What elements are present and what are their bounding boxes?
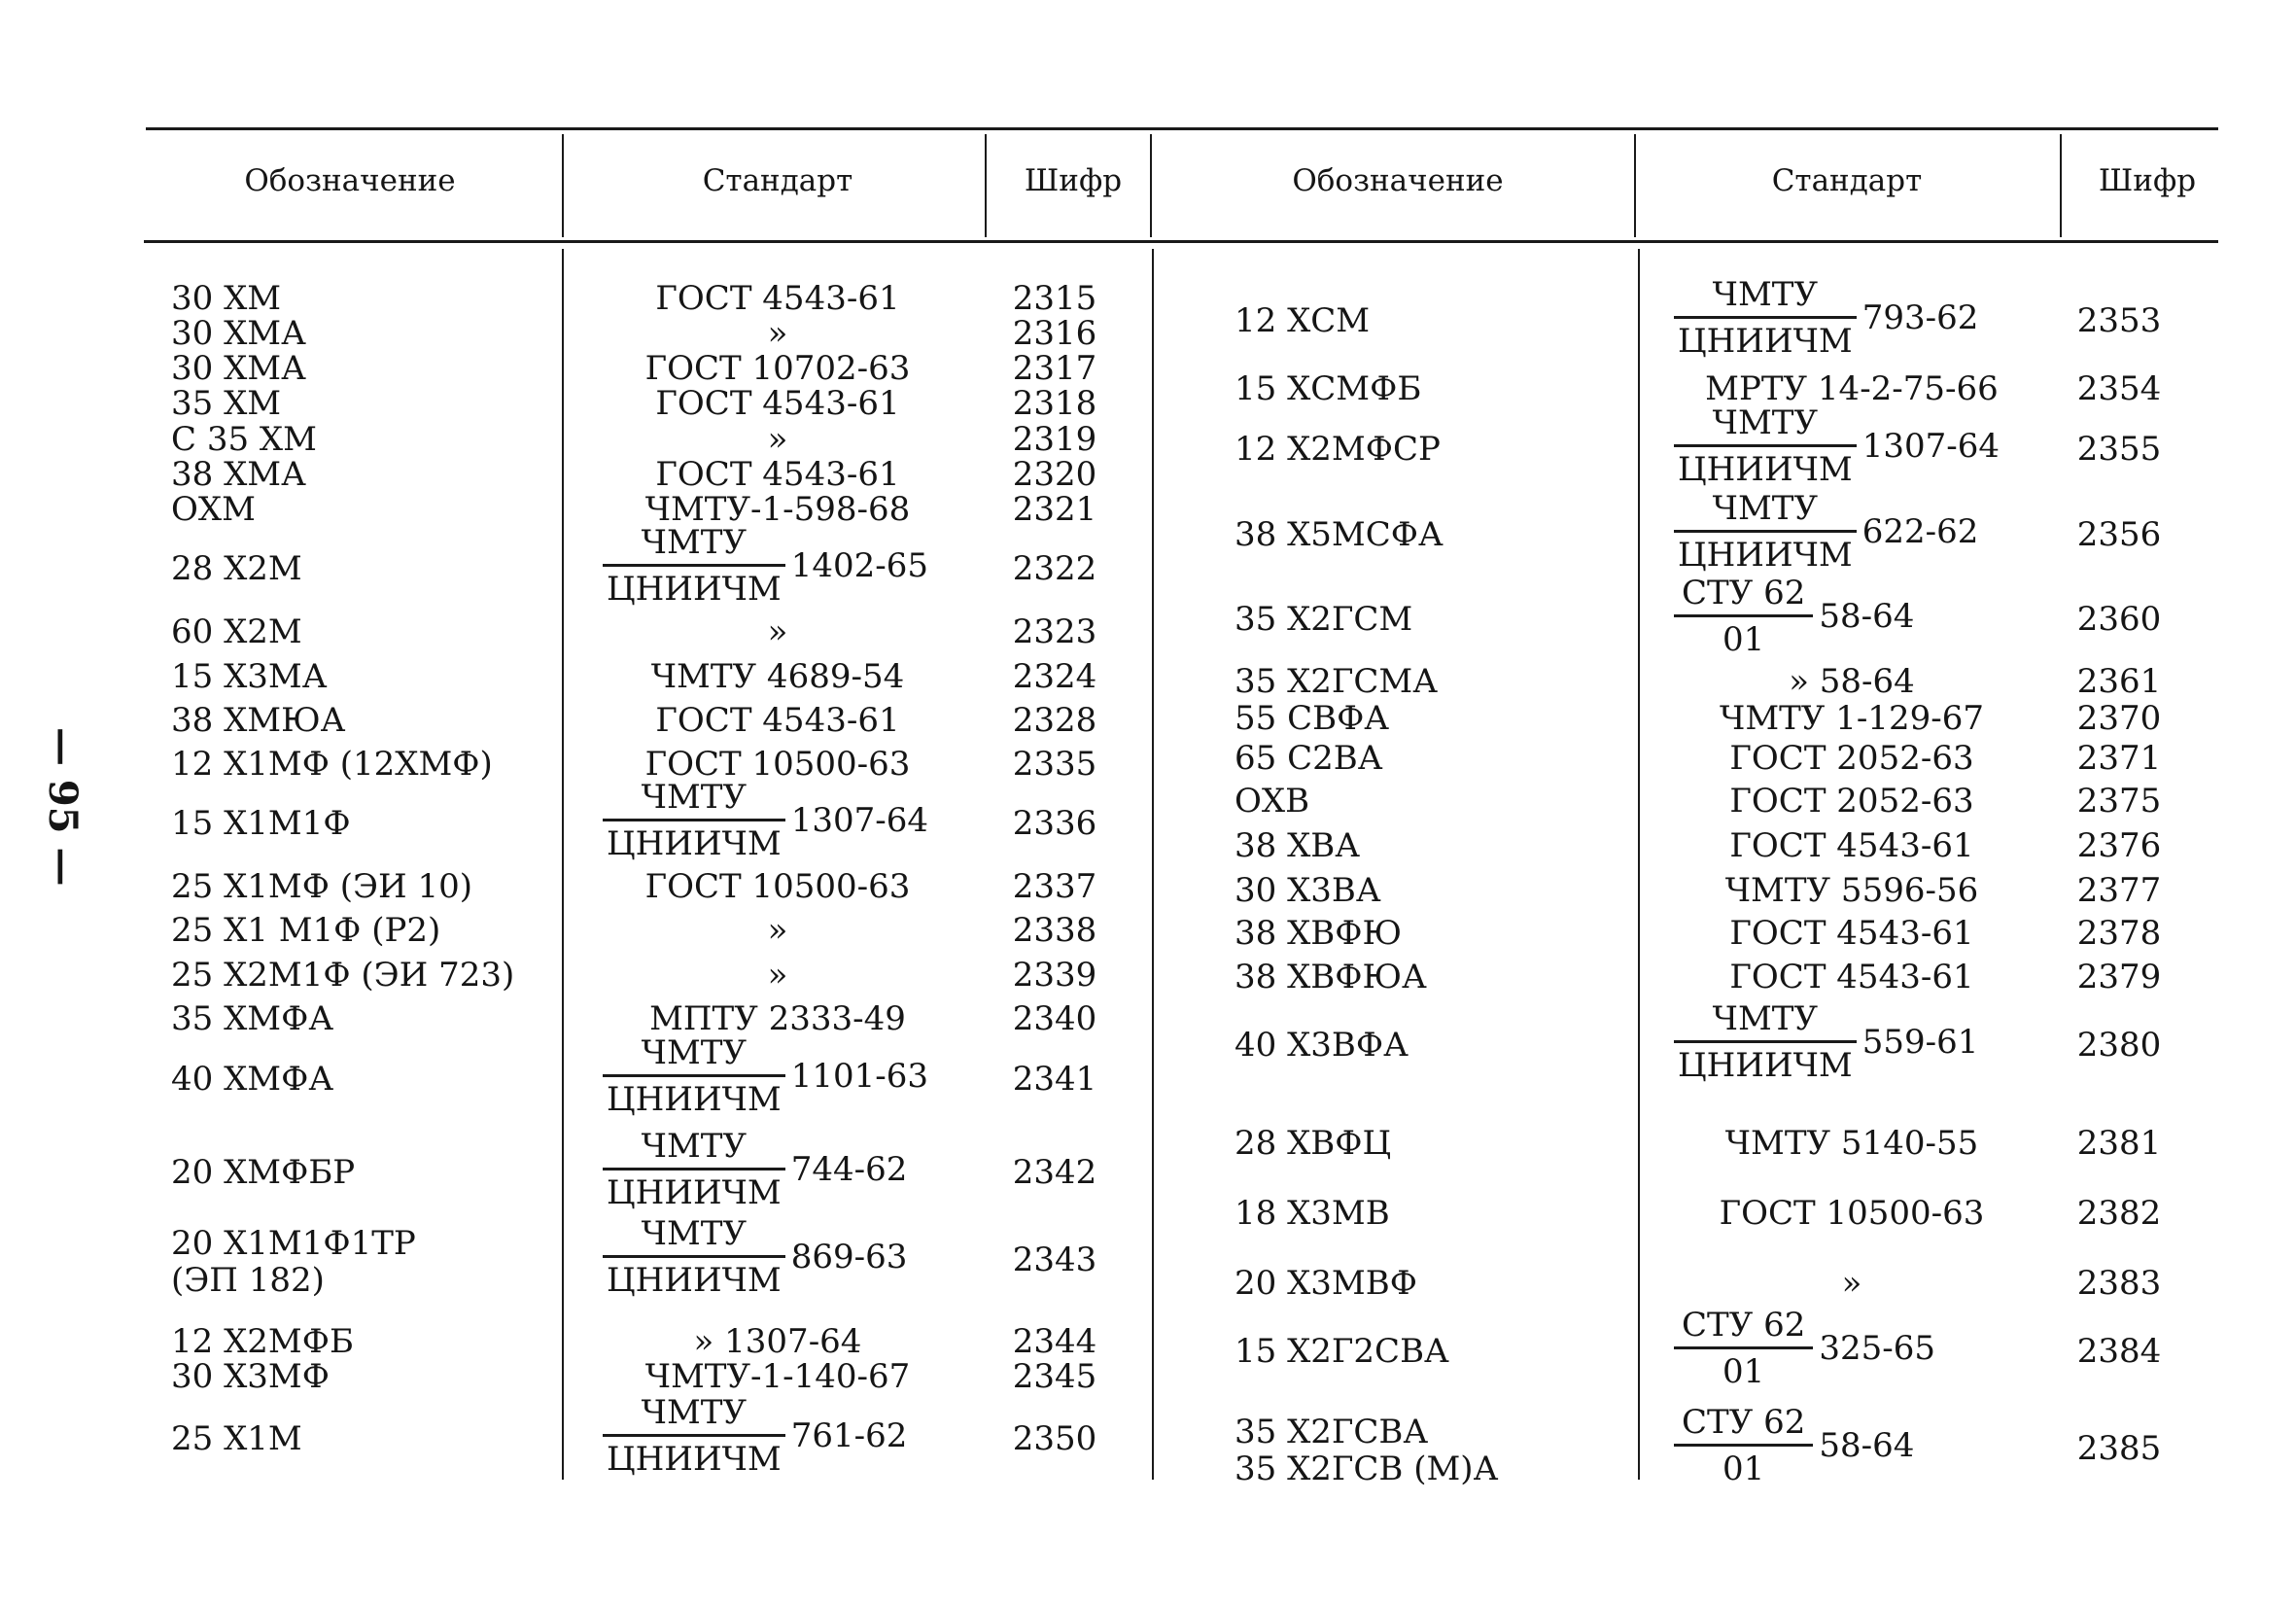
right-standard: ГОСТ 2052-63 xyxy=(1729,739,1974,778)
right-cipher: 2361 xyxy=(2076,662,2162,701)
right-standard-fraction xyxy=(1674,489,1979,575)
left-standard: ГОСТ 4543-61 xyxy=(655,701,900,740)
standard-number: 1101-63 xyxy=(790,1057,928,1096)
left-designation: С 35 ХМ xyxy=(171,420,317,459)
fraction-denominator: 01 xyxy=(1722,620,1765,659)
right-designation: 35 Х2ГСМА xyxy=(1235,662,1438,701)
fraction-denominator: ЦНИИЧМ xyxy=(1678,536,1853,575)
right-designation: 20 Х3МВФ xyxy=(1235,1264,1417,1303)
left-standard: ЧМТУ 4689-54 xyxy=(650,657,905,696)
header-bottom-rule xyxy=(144,240,2218,243)
right-cipher: 2376 xyxy=(2076,826,2162,865)
left-designation: 30 ХМА xyxy=(171,349,306,388)
left-designation: 25 Х1 М1Ф (Р2) xyxy=(171,911,441,950)
left-designation: 15 Х3МА xyxy=(171,657,328,696)
right-cipher: 2355 xyxy=(2076,430,2162,469)
fraction-denominator: ЦНИИЧМ xyxy=(607,570,782,609)
fraction-numerator: ЧМТУ xyxy=(1712,403,1819,442)
left-cipher: 2340 xyxy=(1012,999,1097,1038)
fraction xyxy=(603,1214,908,1300)
standard-number: 559-61 xyxy=(1861,1023,1979,1062)
left-designation: 15 Х1М1Ф xyxy=(171,804,351,843)
left-cipher: 2344 xyxy=(1012,1322,1097,1361)
right-standard-fraction xyxy=(1674,403,2000,489)
right-standard: ГОСТ 4543-61 xyxy=(1729,958,1974,996)
right-standard-fraction xyxy=(1674,574,1915,659)
column-divider xyxy=(1150,134,1152,237)
left-standard: » 1307-64 xyxy=(693,1322,862,1361)
right-standard: » 58-64 xyxy=(1789,662,1915,701)
fraction xyxy=(1674,1403,1915,1488)
right-designation: 15 ХСМФБ xyxy=(1235,369,1422,408)
right-cipher: 2360 xyxy=(2076,600,2162,639)
standard-number: 869-63 xyxy=(790,1238,908,1276)
column-divider xyxy=(2060,134,2062,237)
right-standard: ЧМТУ 1-129-67 xyxy=(1720,699,1984,738)
right-designation: 35 Х2ГСМ xyxy=(1235,600,1413,639)
fraction-denominator: ЦНИИЧМ xyxy=(1678,1046,1853,1085)
fraction-bar xyxy=(1674,614,1813,617)
standard-number: 1307-64 xyxy=(790,801,928,840)
left-designation: 60 Х2М xyxy=(171,612,302,651)
left-cipher: 2343 xyxy=(1012,1240,1097,1279)
left-cipher: 2342 xyxy=(1012,1153,1097,1192)
left-cipher: 2338 xyxy=(1012,911,1097,950)
left-designation: 38 ХМЮА xyxy=(171,701,346,740)
left-cipher: 2337 xyxy=(1012,867,1097,906)
left-cipher: 2315 xyxy=(1012,279,1097,318)
fraction xyxy=(1674,403,2000,489)
right-cipher: 2378 xyxy=(2076,914,2162,953)
fraction-bar xyxy=(1674,1346,1813,1349)
fraction xyxy=(1674,489,1979,575)
right-designation: ОХВ xyxy=(1235,782,1310,821)
standard-number: 793-62 xyxy=(1861,298,1979,337)
fraction-denominator: ЦНИИЧМ xyxy=(607,1261,782,1300)
fraction-bar xyxy=(603,1434,785,1437)
left-standard-fraction xyxy=(603,1127,908,1212)
left-cipher: 2318 xyxy=(1012,384,1097,423)
fraction xyxy=(603,1393,908,1479)
fraction-numerator: ЧМТУ xyxy=(1712,489,1819,528)
right-cipher: 2383 xyxy=(2076,1264,2162,1303)
left-standard: ЧМТУ-1-598-68 xyxy=(644,490,911,529)
standard-number: 744-62 xyxy=(790,1150,908,1189)
right-cipher: 2385 xyxy=(2076,1429,2162,1468)
left-standard-fraction xyxy=(603,1214,908,1300)
left-cipher: 2320 xyxy=(1012,455,1097,494)
right-designation: 38 ХВФЮ xyxy=(1235,914,1403,953)
right-standard: ГОСТ 2052-63 xyxy=(1729,782,1974,821)
fraction-bar xyxy=(603,819,785,821)
fraction-denominator: ЦНИИЧМ xyxy=(607,1080,782,1119)
left-cipher: 2341 xyxy=(1012,1060,1097,1099)
right-designation: 35 Х2ГСВА xyxy=(1235,1413,1429,1451)
right-cipher: 2384 xyxy=(2076,1332,2162,1371)
fraction-denominator: ЦНИИЧМ xyxy=(1678,322,1853,361)
fraction-denominator: 01 xyxy=(1722,1450,1765,1488)
fraction-denominator: ЦНИИЧМ xyxy=(607,1173,782,1212)
left-standard: ГОСТ 4543-61 xyxy=(655,455,900,494)
right-designation: 38 ХВА xyxy=(1235,826,1361,865)
left-designation: 20 Х1М1Ф1ТР xyxy=(171,1224,416,1263)
left-standard: ЧМТУ-1-140-67 xyxy=(644,1357,911,1396)
left-designation: 38 ХМА xyxy=(171,455,306,494)
left-cipher: 2350 xyxy=(1012,1419,1097,1458)
right-standard-fraction xyxy=(1674,1403,1915,1488)
right-cipher: 2379 xyxy=(2076,958,2162,996)
fraction xyxy=(603,778,928,863)
left-standard: ГОСТ 10702-63 xyxy=(644,349,911,388)
left-cipher: 2339 xyxy=(1012,956,1097,995)
left-standard-fraction xyxy=(603,1033,928,1119)
fraction-denominator: 01 xyxy=(1722,1352,1765,1391)
left-cipher: 2322 xyxy=(1012,549,1097,588)
left-designation: 30 ХМ xyxy=(171,279,282,318)
left-cipher: 2319 xyxy=(1012,420,1097,459)
right-cipher: 2354 xyxy=(2076,369,2162,408)
fraction xyxy=(603,523,928,609)
standard-number: 58-64 xyxy=(1819,1426,1915,1465)
fraction-numerator: ЧМТУ xyxy=(1712,275,1819,314)
fraction-bar xyxy=(603,1074,785,1077)
right-standard-fraction xyxy=(1674,999,1979,1085)
fraction-numerator: ЧМТУ xyxy=(641,778,748,817)
left-standard: » xyxy=(767,956,788,995)
left-designation: 35 ХМ xyxy=(171,384,282,423)
table-top-rule xyxy=(146,127,2218,130)
column-header: Стандарт xyxy=(702,163,853,198)
right-standard: ГОСТ 4543-61 xyxy=(1729,914,1974,953)
left-designation: 40 ХМФА xyxy=(171,1060,334,1099)
fraction-denominator: ЦНИИЧМ xyxy=(1678,450,1853,489)
left-designation-continued: (ЭП 182) xyxy=(171,1261,325,1300)
standard-number: 58-64 xyxy=(1819,597,1915,636)
left-standard: МПТУ 2333-49 xyxy=(649,999,906,1038)
left-designation: 25 Х1М xyxy=(171,1419,302,1458)
right-standard: ЧМТУ 5596-56 xyxy=(1724,871,1979,910)
fraction-bar xyxy=(603,1168,785,1170)
left-cipher: 2345 xyxy=(1012,1357,1097,1396)
left-designation: 25 Х1МФ (ЭИ 10) xyxy=(171,867,473,906)
column-header: Шифр xyxy=(1024,163,1123,198)
fraction-bar xyxy=(603,1255,785,1258)
fraction-numerator: ЧМТУ xyxy=(641,1033,748,1072)
fraction xyxy=(603,1127,908,1212)
left-standard: ГОСТ 4543-61 xyxy=(655,279,900,318)
fraction-numerator: ЧМТУ xyxy=(641,1127,748,1166)
standard-number: 761-62 xyxy=(790,1416,908,1455)
fraction xyxy=(1674,574,1915,659)
left-designation: 30 ХМА xyxy=(171,314,306,353)
page-number: — 95 — xyxy=(40,727,86,887)
fraction-bar xyxy=(1674,1444,1813,1447)
fraction xyxy=(1674,999,1979,1085)
right-designation: 28 ХВФЦ xyxy=(1235,1124,1392,1163)
fraction-denominator: ЦНИИЧМ xyxy=(607,824,782,863)
left-designation: 28 Х2М xyxy=(171,549,302,588)
right-cipher: 2353 xyxy=(2076,301,2162,340)
column-header: Обозначение xyxy=(1292,163,1504,198)
column-divider xyxy=(1634,134,1636,237)
left-standard: ГОСТ 10500-63 xyxy=(644,867,911,906)
right-designation: 12 ХСМ xyxy=(1235,301,1371,340)
fraction-denominator: ЦНИИЧМ xyxy=(607,1440,782,1479)
column-header: Шифр xyxy=(2098,163,2197,198)
fraction-bar xyxy=(1674,316,1857,319)
left-designation: 30 Х3МФ xyxy=(171,1357,330,1396)
right-standard: » xyxy=(1841,1264,1862,1303)
right-cipher: 2375 xyxy=(2076,782,2162,821)
fraction xyxy=(1674,275,1979,361)
right-designation: 55 СВФА xyxy=(1235,699,1390,738)
left-standard: ГОСТ 4543-61 xyxy=(655,384,900,423)
right-cipher: 2356 xyxy=(2076,515,2162,554)
right-designation: 65 С2ВА xyxy=(1235,739,1383,778)
standard-number: 1307-64 xyxy=(1861,427,2000,466)
left-cipher: 2323 xyxy=(1012,612,1097,651)
left-designation: ОХМ xyxy=(171,490,256,529)
left-standard: ГОСТ 10500-63 xyxy=(644,745,911,784)
standard-number: 325-65 xyxy=(1819,1329,1935,1368)
right-designation: 30 Х3ВА xyxy=(1235,871,1381,910)
fraction-bar xyxy=(1674,1040,1857,1043)
right-designation: 18 Х3МВ xyxy=(1235,1194,1390,1233)
column-header: Обозначение xyxy=(244,163,456,198)
column-divider xyxy=(1638,249,1640,1480)
fraction-bar xyxy=(1674,444,1857,447)
standard-number: 1402-65 xyxy=(790,546,928,585)
left-designation: 20 ХМФБР xyxy=(171,1153,356,1192)
right-cipher: 2381 xyxy=(2076,1124,2162,1163)
right-designation: 40 Х3ВФА xyxy=(1235,1026,1409,1065)
fraction-bar xyxy=(603,564,785,567)
right-cipher: 2377 xyxy=(2076,871,2162,910)
left-standard: » xyxy=(767,612,788,651)
left-cipher: 2316 xyxy=(1012,314,1097,353)
left-cipher: 2321 xyxy=(1012,490,1097,529)
left-designation: 12 Х1МФ (12ХМФ) xyxy=(171,745,493,784)
column-divider xyxy=(562,249,564,1480)
fraction-numerator: СТУ 62 xyxy=(1682,574,1806,612)
right-cipher: 2371 xyxy=(2076,739,2162,778)
fraction-numerator: ЧМТУ xyxy=(641,1393,748,1432)
right-standard: ГОСТ 4543-61 xyxy=(1729,826,1974,865)
right-designation: 38 ХВФЮА xyxy=(1235,958,1427,996)
left-standard: » xyxy=(767,420,788,459)
right-standard: ЧМТУ 5140-55 xyxy=(1724,1124,1979,1163)
column-divider xyxy=(562,134,564,237)
right-cipher: 2382 xyxy=(2076,1194,2162,1233)
left-cipher: 2336 xyxy=(1012,804,1097,843)
column-header: Стандарт xyxy=(1771,163,1923,198)
fraction-bar xyxy=(1674,530,1857,533)
right-standard: МРТУ 14-2-75-66 xyxy=(1705,369,1999,408)
fraction-numerator: СТУ 62 xyxy=(1682,1403,1806,1442)
left-designation: 12 Х2МФБ xyxy=(171,1322,354,1361)
fraction-numerator: ЧМТУ xyxy=(1712,999,1819,1038)
left-cipher: 2324 xyxy=(1012,657,1097,696)
column-divider xyxy=(1152,249,1154,1480)
fraction-numerator: ЧМТУ xyxy=(641,523,748,562)
right-designation: 38 Х5МСФА xyxy=(1235,515,1444,554)
standard-number: 622-62 xyxy=(1861,512,1979,551)
right-designation: 12 Х2МФСР xyxy=(1235,430,1441,469)
left-designation: 35 ХМФА xyxy=(171,999,334,1038)
fraction-numerator: СТУ 62 xyxy=(1682,1306,1806,1345)
right-designation: 15 Х2Г2СВА xyxy=(1235,1332,1449,1371)
left-standard: » xyxy=(767,911,788,950)
right-cipher: 2380 xyxy=(2076,1026,2162,1065)
column-divider xyxy=(985,134,987,237)
left-standard-fraction xyxy=(603,1393,908,1479)
right-designation-continued: 35 Х2ГСВ (М)А xyxy=(1235,1450,1499,1488)
left-cipher: 2335 xyxy=(1012,745,1097,784)
right-cipher: 2370 xyxy=(2076,699,2162,738)
fraction xyxy=(1674,1306,1935,1391)
left-standard-fraction xyxy=(603,778,928,863)
right-standard-fraction xyxy=(1674,1306,1935,1391)
left-standard-fraction xyxy=(603,523,928,609)
right-standard-fraction xyxy=(1674,275,1979,361)
right-standard: ГОСТ 10500-63 xyxy=(1719,1194,1985,1233)
left-standard: » xyxy=(767,314,788,353)
left-cipher: 2317 xyxy=(1012,349,1097,388)
left-designation: 25 Х2М1Ф (ЭИ 723) xyxy=(171,956,515,995)
fraction-numerator: ЧМТУ xyxy=(641,1214,748,1253)
left-cipher: 2328 xyxy=(1012,701,1097,740)
fraction xyxy=(603,1033,928,1119)
